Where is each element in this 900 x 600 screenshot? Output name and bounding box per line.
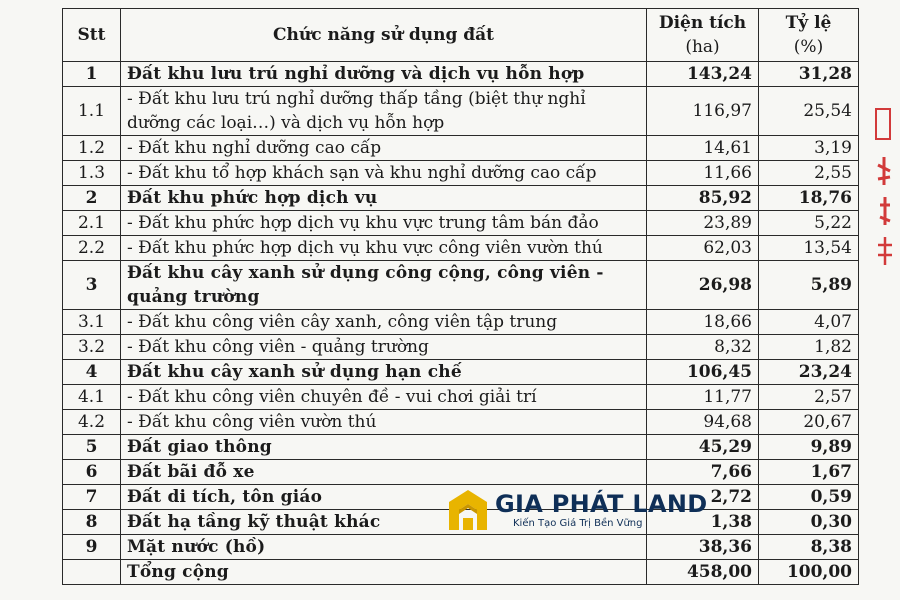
row-stt: 1 [63,62,121,87]
row-area: 143,24 [647,62,759,87]
row-stt: 4 [63,360,121,385]
table-row [63,410,859,435]
row-area: 11,66 [647,161,759,186]
row-land-function: Đất di tích, tôn giáo [121,485,647,510]
row-ratio: 0,59 [759,485,859,510]
row-area: 116,97 [647,87,759,136]
row-ratio: 1,82 [759,335,859,360]
table-row [63,460,859,485]
table-row [63,335,859,360]
header-area-unit: (ha) [685,37,720,57]
row-land-function: - Đất khu công viên vườn thú [121,410,647,435]
row-land-function: - Đất khu tổ hợp khách sạn và khu nghỉ dưỡng cao cấp [121,161,647,186]
row-land-function: Đất giao thông [121,435,647,460]
logo-tagline: Kiến Tạo Giá Trị Bền Vững [513,518,643,529]
row-land-function: Đất khu cây xanh sử dụng công cộng, công viên - quảng trường [121,261,647,310]
table-row [63,360,859,385]
table-row [63,87,859,136]
row-stt: 2.2 [63,236,121,261]
row-ratio: 20,67 [759,410,859,435]
row-stt: 2.1 [63,211,121,236]
table-row [63,161,859,186]
row-stt [63,560,121,585]
header-ratio-unit: (%) [793,37,824,57]
row-area: 2,72 [647,485,759,510]
row-ratio: 13,54 [759,236,859,261]
table-row [63,211,859,236]
table-row [63,261,859,310]
row-stt: 4.2 [63,410,121,435]
row-ratio: 1,67 [759,460,859,485]
row-ratio: 31,28 [759,62,859,87]
row-land-function: Mặt nước (hồ) [121,535,647,560]
table-row [63,62,859,87]
row-stt: 1.3 [63,161,121,186]
row-ratio: 3,19 [759,136,859,161]
row-ratio: 23,24 [759,360,859,385]
row-ratio: 8,38 [759,535,859,560]
row-stt: 3.2 [63,335,121,360]
row-stt: 6 [63,460,121,485]
row-land-function: - Đất khu phức hợp dịch vụ khu vực công viên vườn thú [121,236,647,261]
header-ratio [759,9,859,62]
total-row [63,560,859,585]
header-land-function: Chức năng sử dụng đất [121,9,647,62]
house-logo-icon [447,488,489,532]
table-row [63,435,859,460]
row-area: 23,89 [647,211,759,236]
row-stt: 4.1 [63,385,121,410]
row-stt: 9 [63,535,121,560]
row-land-function: Đất bãi đỗ xe [121,460,647,485]
row-ratio: 9,89 [759,435,859,460]
row-ratio: 18,76 [759,186,859,211]
row-area: 11,77 [647,385,759,410]
header-area [647,9,759,62]
row-ratio: 5,22 [759,211,859,236]
table-row [63,136,859,161]
row-stt: 2 [63,186,121,211]
row-area: 45,29 [647,435,759,460]
row-land-function: Đất khu lưu trú nghỉ dưỡng và dịch vụ hỗn hợp [121,62,647,87]
row-area: 62,03 [647,236,759,261]
row-land-function: - Đất khu lưu trú nghỉ dưỡng thấp tầng (biệt thự nghỉ dưỡng các loại…) và dịch vụ hỗn hợp [121,87,647,136]
row-land-function: Đất khu phức hợp dịch vụ [121,186,647,211]
row-stt: 7 [63,485,121,510]
row-area: 7,66 [647,460,759,485]
red-stamp-mark [872,105,898,275]
table-row [63,310,859,335]
row-stt: 1.1 [63,87,121,136]
logo-brand-name: GIA PHÁT LAND [495,490,708,518]
row-land-function: Tổng cộng [121,560,647,585]
row-stt: 1.2 [63,136,121,161]
row-area: 106,45 [647,360,759,385]
row-area: 14,61 [647,136,759,161]
row-land-function: - Đất khu công viên cây xanh, công viên tập trung [121,310,647,335]
row-stt: 3.1 [63,310,121,335]
row-land-function: - Đất khu công viên - quảng trường [121,335,647,360]
row-area: 94,68 [647,410,759,435]
row-area: 1,38 [647,510,759,535]
row-land-function: - Đất khu nghỉ dưỡng cao cấp [121,136,647,161]
row-land-function: - Đất khu phức hợp dịch vụ khu vực trung tâm bán đảo [121,211,647,236]
gia-phat-land-logo [447,488,708,534]
row-land-function: Đất hạ tầng kỹ thuật khác [121,510,647,535]
header-area-title: Diện tích [658,13,747,33]
table-row [63,535,859,560]
row-area: 458,00 [647,560,759,585]
row-stt: 3 [63,261,121,310]
table-row [63,385,859,410]
header-ratio-title: Tỷ lệ [785,13,832,33]
row-area: 85,92 [647,186,759,211]
row-area: 8,32 [647,335,759,360]
table-header-row [63,9,859,62]
row-ratio: 4,07 [759,310,859,335]
row-area: 38,36 [647,535,759,560]
row-ratio: 5,89 [759,261,859,310]
table-row [63,186,859,211]
row-land-function: Đất khu cây xanh sử dụng hạn chế [121,360,647,385]
row-stt: 8 [63,510,121,535]
row-ratio: 2,55 [759,161,859,186]
row-ratio: 25,54 [759,87,859,136]
row-stt: 5 [63,435,121,460]
row-ratio: 100,00 [759,560,859,585]
row-area: 26,98 [647,261,759,310]
row-area: 18,66 [647,310,759,335]
header-stt: Stt [63,9,121,62]
row-ratio: 2,57 [759,385,859,410]
row-ratio: 0,30 [759,510,859,535]
table-row [63,236,859,261]
row-land-function: - Đất khu công viên chuyên đề - vui chơi giải trí [121,385,647,410]
